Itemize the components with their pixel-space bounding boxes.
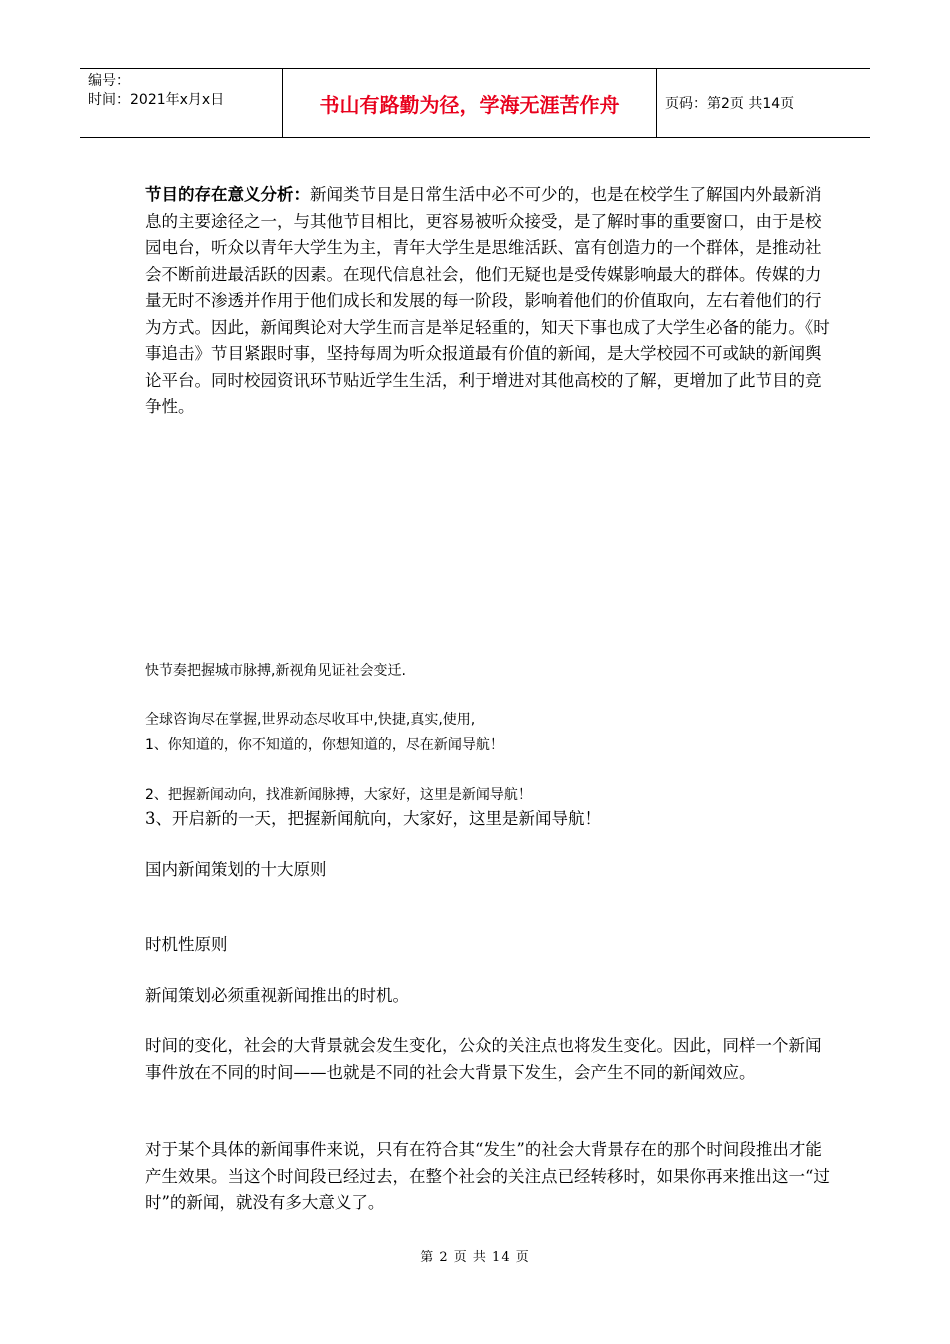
slogan-line-1: 快节奏把握城市脉搏,新视角见证社会变迁. — [145, 663, 406, 679]
significance-title: 节目的存在意义分析： — [145, 185, 310, 204]
header-meta — [80, 69, 282, 137]
principles-heading: 国内新闻策划的十大原则 — [145, 860, 327, 879]
slogan-item-1: 1、你知道的，你不知道的，你想知道的，尽在新闻导航！ — [145, 737, 504, 753]
page-header — [80, 68, 870, 138]
page-footer: 第 2 页 共 14 页 — [420, 1250, 530, 1265]
principle-paragraph-1: 新闻策划必须重视新闻推出的时机。 — [145, 986, 409, 1005]
header-motto: 书山有路勤为径，学海无涯苦作舟 — [282, 69, 657, 137]
significance-paragraph — [145, 182, 835, 421]
section-significance — [145, 182, 835, 421]
principle-paragraph-3: 对于某个具体的新闻事件来说，只有在符合其“发生”的社会大背景存在的那个时间段推出才能产生效果。当这个时间段已经过去，在整个社会的关注点已经转移时，如果你再来推出这一“过时”的新闻，就没有多大意义了。 — [145, 1140, 830, 1212]
slogan-item-3: 3、开启新的一天，把握新闻航向，大家好，这里是新闻导航！ — [145, 809, 601, 828]
principle-block-2 — [145, 1033, 835, 1086]
slogan-line-2: 全球咨询尽在掌握,世界动态尽收耳中,快捷,真实,使用, — [145, 712, 476, 728]
significance-body: 新闻类节目是日常生活中必不可少的，也是在校学生了解国内外最新消息的主要途径之一，与其他节目相比，更容易被听众接受，是了解时事的重要窗口，由于是校园电台，听众以青年大学生为主，青年大学生是思维活跃、富有创造力的一个群体，是推动社会不断前进最活跃的因素。在现代信息社会，他们无疑也是受传媒影响最大的群体。传媒的力量无时不渗透并作用于他们成长和发展的每一阶段，影响着他们的价值取向，左右着他们的行为方式。因此，新闻舆论对大学生而言是举足轻重的，知天下事也成了大学生必备的能力。《时事追击》节目紧跟时事，坚持每周为听众报道最有价值的新闻，是大学校园不可或缺的新闻舆论平台。同时校园资讯环节贴近学生生活，利于增进对其他高校的了解，更增加了此节目的竞争性。 — [145, 185, 830, 416]
number-label: 编号： — [88, 73, 130, 89]
header-page-info: 页码：第2页 共14页 — [665, 96, 795, 112]
principle-title: 时机性原则 — [145, 935, 228, 954]
principle-paragraph-2: 时间的变化，社会的大背景就会发生变化，公众的关注点也将发生变化。因此，同样一个新闻事件放在不同的时间——也就是不同的社会大背景下发生，会产生不同的新闻效应。 — [145, 1036, 822, 1082]
date-label: 时间：2021年x月x日 — [88, 92, 225, 108]
principle-block-3 — [145, 1137, 835, 1217]
slogan-item-2: 2、把握新闻动向，找准新闻脉搏，大家好，这里是新闻导航！ — [145, 787, 532, 803]
